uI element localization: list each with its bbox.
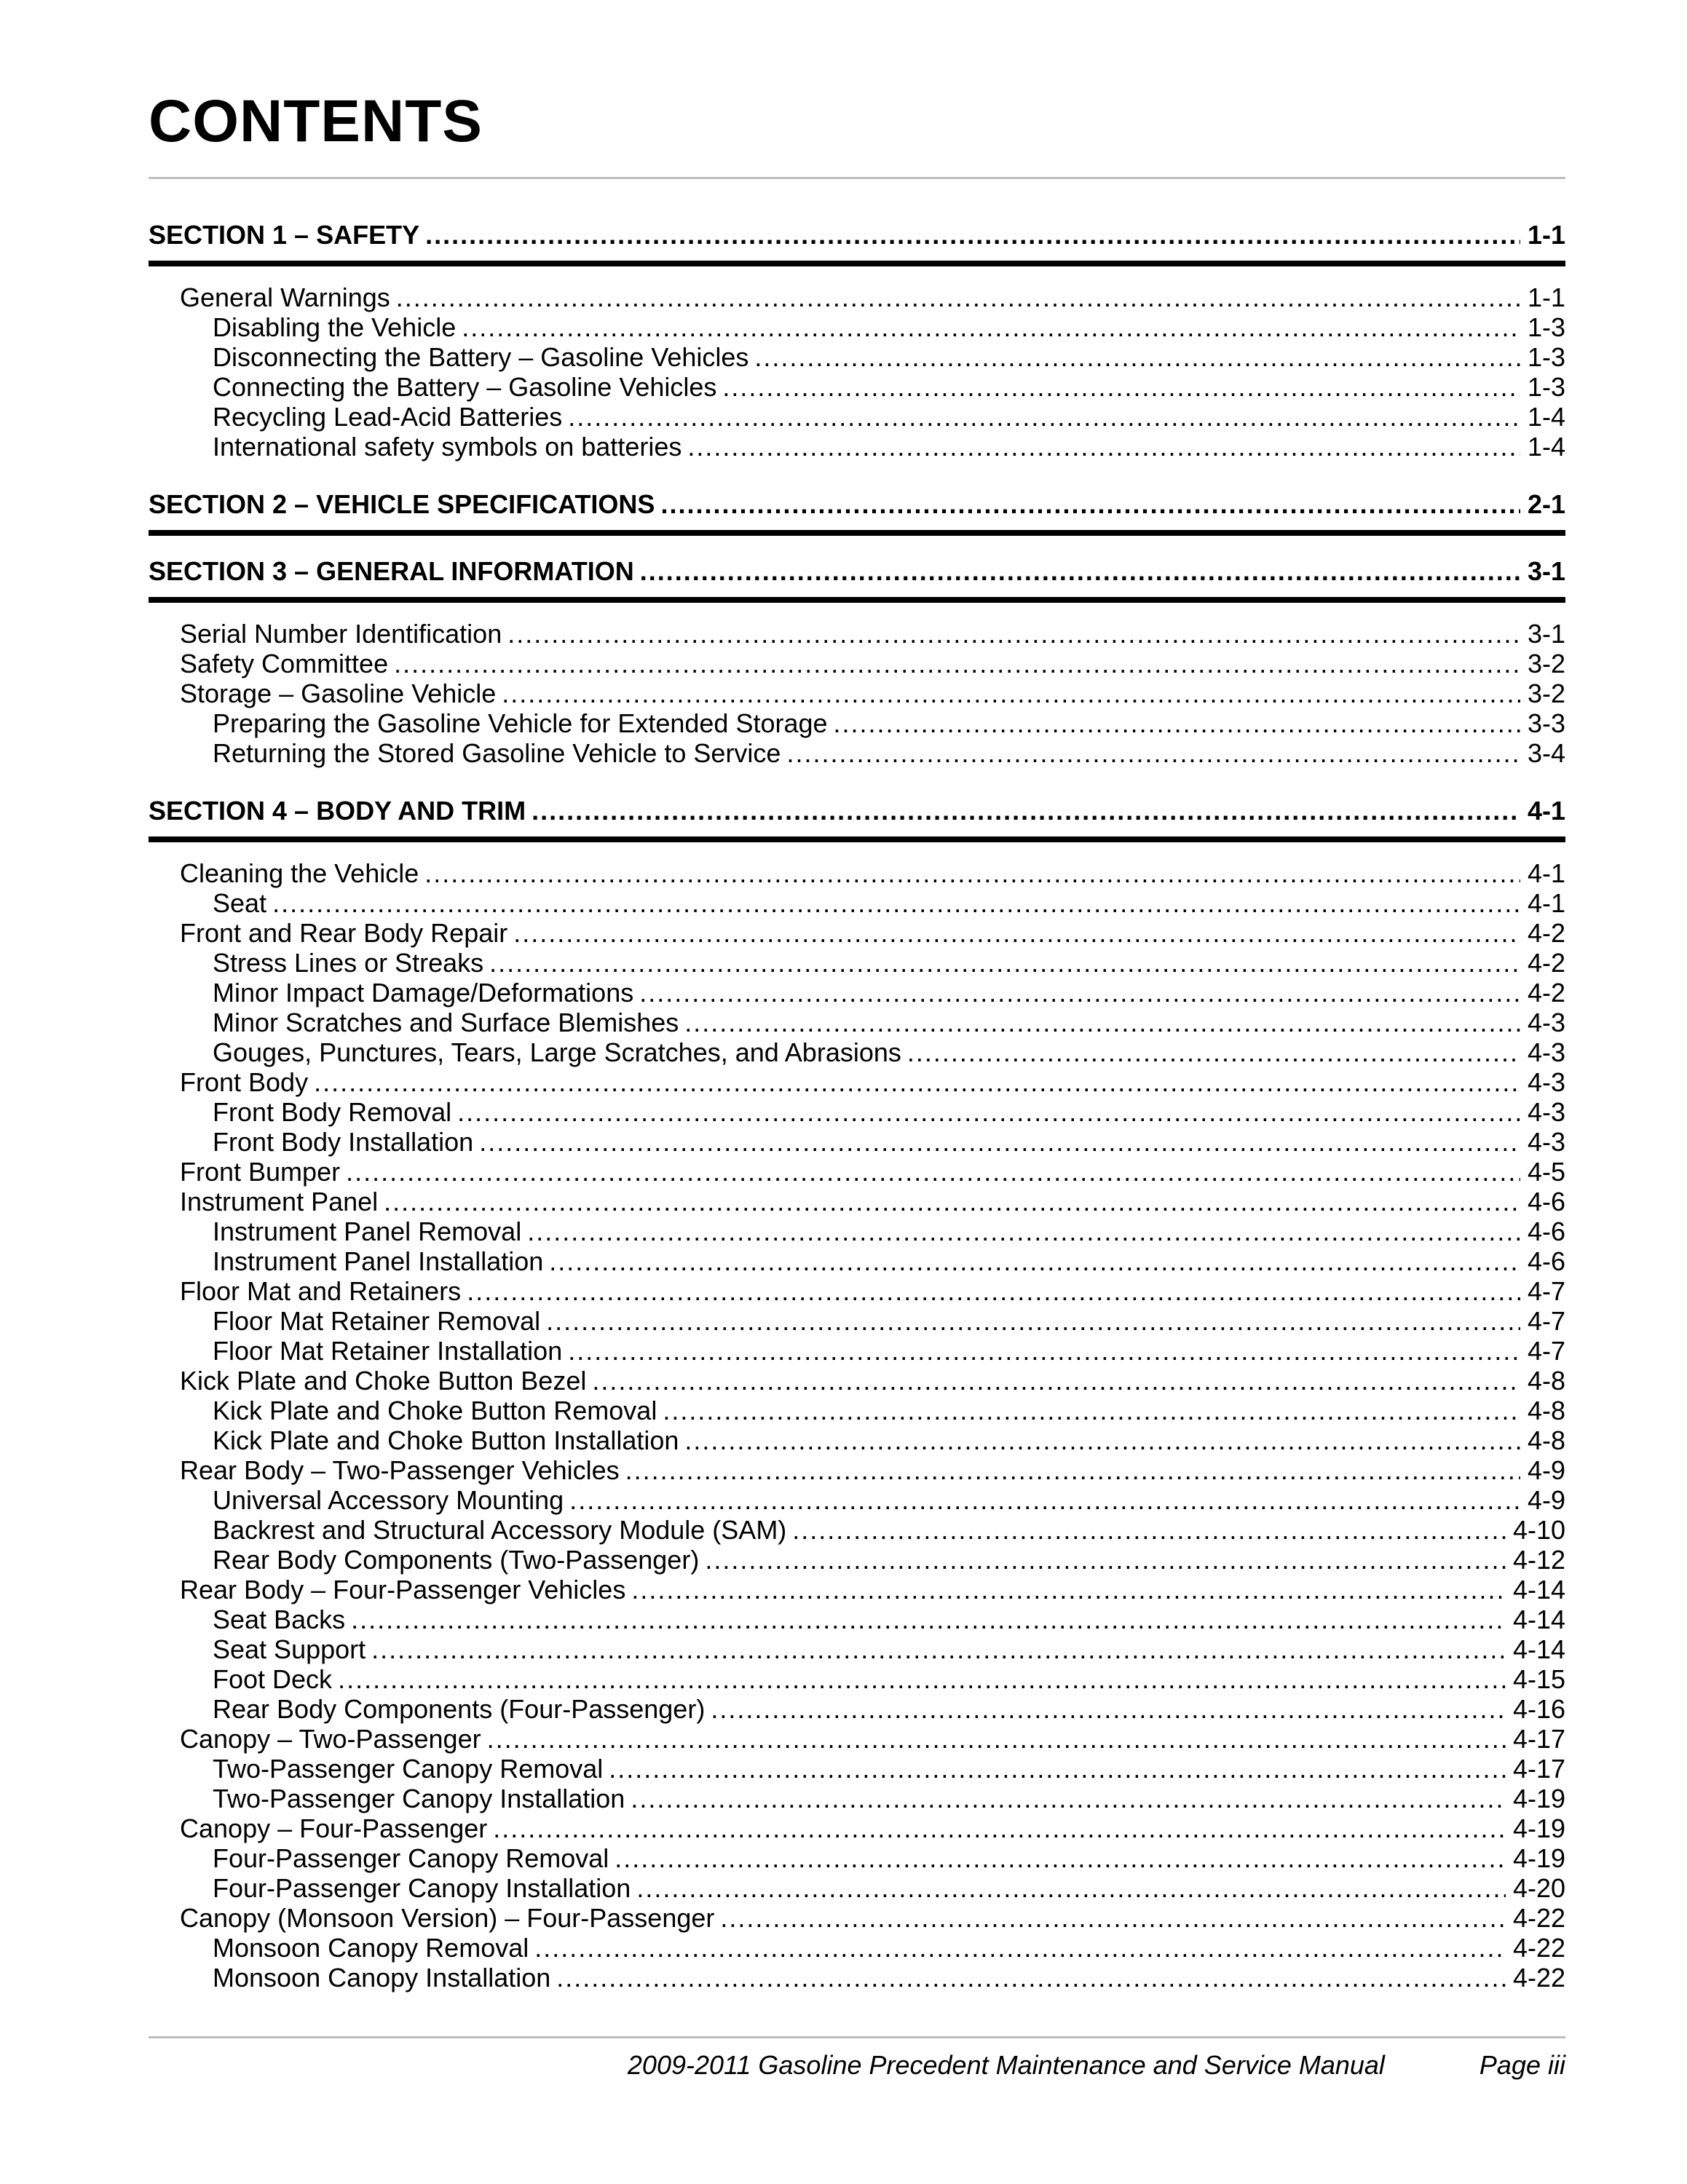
section-divider	[149, 597, 1565, 603]
toc-subentry[interactable]	[149, 1634, 1565, 1664]
toc-page-number: 4-8	[1527, 1425, 1565, 1455]
dot-leader	[568, 1336, 1520, 1366]
toc-entry-label: Instrument Panel Removal	[213, 1216, 522, 1246]
toc-page-number: 4-8	[1527, 1366, 1565, 1396]
toc-page-number: 1-1	[1527, 220, 1565, 250]
dot-leader	[631, 1784, 1506, 1813]
toc-entry[interactable]	[149, 1724, 1565, 1754]
toc-entry-label: SECTION 4 – BODY AND TRIM	[149, 796, 526, 826]
toc-entry-label: Foot Deck	[213, 1664, 333, 1694]
toc-entry-label: Seat	[213, 888, 267, 918]
toc-entry-label: Front Body	[180, 1067, 309, 1097]
toc-subentry[interactable]	[149, 1008, 1565, 1037]
toc-page-number: 3-2	[1527, 649, 1565, 678]
dot-leader	[705, 1545, 1506, 1575]
toc-subentry[interactable]	[149, 1963, 1565, 1993]
toc-page-number: 4-19	[1512, 1813, 1565, 1843]
toc-entry-label: Disabling the Vehicle	[213, 312, 457, 342]
toc-entry-label: Instrument Panel	[180, 1187, 379, 1216]
toc-page-number: 4-14	[1512, 1575, 1565, 1605]
toc-subentry[interactable]	[149, 1396, 1565, 1425]
toc-entry-label: Universal Accessory Mounting	[213, 1485, 564, 1515]
toc-entry-label: Stress Lines or Streaks	[213, 948, 484, 978]
toc-subentry[interactable]	[149, 1545, 1565, 1575]
toc-entry-label: Safety Committee	[180, 649, 389, 678]
dot-leader	[462, 312, 1520, 342]
toc-entry-label: Minor Impact Damage/Deformations	[213, 978, 634, 1008]
toc-subentry[interactable]	[149, 1784, 1565, 1813]
toc-entry-label: Cleaning the Vehicle	[180, 858, 419, 888]
toc-entry-label: Front and Rear Body Repair	[180, 918, 508, 948]
dot-leader	[371, 1634, 1506, 1664]
toc-page-number: 1-3	[1527, 342, 1565, 372]
dot-leader	[720, 1903, 1506, 1933]
dot-leader	[568, 402, 1520, 432]
table-of-contents	[149, 218, 1565, 2019]
toc-subentry[interactable]	[149, 888, 1565, 918]
toc-entry-label: Canopy (Monsoon Version) – Four-Passenger	[180, 1903, 715, 1933]
dot-leader	[684, 1425, 1520, 1455]
dot-leader	[754, 342, 1520, 372]
toc-page-number: 1-4	[1527, 402, 1565, 432]
dot-leader	[640, 555, 1520, 588]
toc-page-number: 4-7	[1527, 1276, 1565, 1306]
toc-subentry[interactable]	[149, 372, 1565, 402]
toc-subentry[interactable]	[149, 1754, 1565, 1784]
toc-subentry[interactable]	[149, 1694, 1565, 1724]
dot-leader	[711, 1694, 1506, 1724]
toc-entry-label: Kick Plate and Choke Button Removal	[213, 1396, 657, 1425]
toc-entry-label: International safety symbols on batteries	[213, 432, 682, 462]
toc-page-number: 4-7	[1527, 1306, 1565, 1336]
toc-page-number: 4-17	[1512, 1724, 1565, 1754]
toc-page-number: 4-3	[1527, 1008, 1565, 1037]
toc-page-number: 2-1	[1527, 489, 1565, 519]
toc-subentry[interactable]	[149, 1336, 1565, 1366]
dot-leader	[615, 1843, 1506, 1873]
toc-page-number: 3-3	[1527, 708, 1565, 738]
dot-leader	[493, 1813, 1506, 1843]
toc-entry[interactable]	[149, 282, 1565, 312]
toc-page-number: 1-3	[1527, 312, 1565, 342]
toc-entry[interactable]	[149, 1366, 1565, 1396]
toc-entry-label: Serial Number Identification	[180, 619, 502, 649]
toc-entry-label: Monsoon Canopy Installation	[213, 1963, 551, 1993]
toc-page-number: 4-19	[1512, 1784, 1565, 1813]
toc-subentry[interactable]	[149, 1127, 1565, 1157]
footer-page-number: Page iii	[1479, 2050, 1565, 2080]
dot-leader	[502, 678, 1520, 708]
toc-subentry[interactable]	[149, 1873, 1565, 1903]
toc-subentry[interactable]	[149, 312, 1565, 342]
toc-entry-label: Recycling Lead-Acid Batteries	[213, 402, 563, 432]
toc-entry-label: Front Bumper	[180, 1157, 341, 1187]
dot-leader	[684, 1008, 1520, 1037]
toc-entry-label: Canopy – Two-Passenger	[180, 1724, 481, 1754]
toc-section-heading[interactable]	[149, 555, 1565, 588]
toc-page-number: 4-8	[1527, 1396, 1565, 1425]
toc-subentry[interactable]	[149, 948, 1565, 978]
toc-entry-label: Four-Passenger Canopy Removal	[213, 1843, 609, 1873]
toc-page-number: 4-19	[1512, 1843, 1565, 1873]
dot-leader	[639, 978, 1520, 1008]
dot-leader	[272, 888, 1520, 918]
dot-leader	[467, 1276, 1520, 1306]
toc-entry-label: Returning the Stored Gasoline Vehicle to Service	[213, 738, 781, 768]
toc-entry[interactable]	[149, 1455, 1565, 1485]
toc-entry-label: SECTION 1 – SAFETY	[149, 220, 420, 250]
toc-page-number: 4-5	[1527, 1157, 1565, 1187]
toc-subentry[interactable]	[149, 1425, 1565, 1455]
toc-entry-label: Kick Plate and Choke Button Installation	[213, 1425, 679, 1455]
toc-page-number: 4-6	[1527, 1246, 1565, 1276]
toc-entry[interactable]	[149, 1575, 1565, 1605]
toc-entry-label: Gouges, Punctures, Tears, Large Scratches, and Abrasions	[213, 1037, 901, 1067]
toc-page-number: 1-1	[1527, 282, 1565, 312]
toc-page-number: 4-14	[1512, 1605, 1565, 1634]
toc-page-number: 3-1	[1527, 619, 1565, 649]
toc-entry-label: Floor Mat Retainer Installation	[213, 1336, 563, 1366]
page-title: CONTENTS	[149, 88, 483, 154]
toc-page-number: 1-3	[1527, 372, 1565, 402]
toc-page-number: 1-4	[1527, 432, 1565, 462]
toc-entry[interactable]	[149, 858, 1565, 888]
toc-page-number: 4-22	[1512, 1963, 1565, 1993]
toc-subentry[interactable]	[149, 1097, 1565, 1127]
toc-entry[interactable]	[149, 1067, 1565, 1097]
toc-entry-label: Seat Backs	[213, 1605, 346, 1634]
toc-page-number: 4-9	[1527, 1455, 1565, 1485]
toc-page-number: 4-1	[1527, 858, 1565, 888]
dot-leader	[338, 1664, 1506, 1694]
toc-entry-label: Disconnecting the Battery – Gasoline Vehicles	[213, 342, 749, 372]
toc-subentry[interactable]	[149, 432, 1565, 462]
toc-page-number: 3-1	[1527, 556, 1565, 586]
toc-subentry[interactable]	[149, 342, 1565, 372]
toc-section-heading[interactable]	[149, 794, 1565, 828]
toc-page-number: 4-7	[1527, 1336, 1565, 1366]
dot-leader	[722, 372, 1520, 402]
toc-section-heading[interactable]	[149, 488, 1565, 521]
dot-leader	[663, 1396, 1520, 1425]
dot-leader	[424, 858, 1520, 888]
toc-entry-label: Front Body Installation	[213, 1127, 474, 1157]
dot-leader	[489, 948, 1520, 978]
toc-subentry[interactable]	[149, 738, 1565, 768]
section-divider	[149, 530, 1565, 536]
toc-subentry[interactable]	[149, 1843, 1565, 1873]
toc-entry[interactable]	[149, 918, 1565, 948]
toc-entry-label: Monsoon Canopy Removal	[213, 1933, 529, 1963]
toc-entry[interactable]	[149, 1276, 1565, 1306]
dot-leader	[592, 1366, 1520, 1396]
toc-page-number: 4-2	[1527, 918, 1565, 948]
toc-subentry[interactable]	[149, 1605, 1565, 1634]
dot-leader	[660, 488, 1520, 521]
toc-entry-label: Rear Body Components (Four-Passenger)	[213, 1694, 706, 1724]
title-divider	[149, 177, 1565, 179]
toc-entry-label: Front Body Removal	[213, 1097, 452, 1127]
toc-entry[interactable]	[149, 619, 1565, 649]
dot-leader	[631, 1575, 1506, 1605]
toc-page-number: 4-6	[1527, 1216, 1565, 1246]
toc-subentry[interactable]	[149, 1664, 1565, 1694]
toc-entry-label: Backrest and Structural Accessory Module (SAM)	[213, 1515, 787, 1545]
toc-page-number: 4-17	[1512, 1754, 1565, 1784]
toc-page-number: 4-12	[1512, 1545, 1565, 1575]
dot-leader	[527, 1216, 1520, 1246]
toc-entry[interactable]	[149, 1813, 1565, 1843]
toc-page-number: 4-3	[1527, 1037, 1565, 1067]
toc-entry-label: General Warnings	[180, 282, 390, 312]
toc-page-number: 4-20	[1512, 1873, 1565, 1903]
dot-leader	[487, 1724, 1506, 1754]
toc-entry-label: Floor Mat Retainer Removal	[213, 1306, 541, 1336]
dot-leader	[394, 649, 1520, 678]
toc-subentry[interactable]	[149, 1515, 1565, 1545]
toc-page-number: 3-2	[1527, 678, 1565, 708]
toc-entry-label: Connecting the Battery – Gasoline Vehicles	[213, 372, 717, 402]
dot-leader	[346, 1157, 1520, 1187]
toc-subentry[interactable]	[149, 1485, 1565, 1515]
dot-leader	[834, 708, 1520, 738]
footer-manual-title: 2009-2011 Gasoline Precedent Maintenance and Service Manual	[627, 2050, 1385, 2080]
toc-entry[interactable]	[149, 678, 1565, 708]
toc-subentry[interactable]	[149, 978, 1565, 1008]
dot-leader	[549, 1246, 1520, 1276]
toc-entry-label: Rear Body – Four-Passenger Vehicles	[180, 1575, 626, 1605]
toc-subentry[interactable]	[149, 1306, 1565, 1336]
dot-leader	[513, 918, 1520, 948]
dot-leader	[532, 794, 1520, 828]
dot-leader	[396, 282, 1520, 312]
toc-entry-label: Kick Plate and Choke Button Bezel	[180, 1366, 587, 1396]
toc-page-number: 4-3	[1527, 1067, 1565, 1097]
toc-page-number: 4-22	[1512, 1903, 1565, 1933]
dot-leader	[625, 1455, 1520, 1485]
toc-subentry[interactable]	[149, 1933, 1565, 1963]
toc-entry-label: Storage – Gasoline Vehicle	[180, 678, 497, 708]
page-footer	[628, 2047, 1565, 2084]
section-divider	[149, 261, 1565, 266]
toc-page-number: 4-1	[1527, 888, 1565, 918]
toc-entry[interactable]	[149, 1187, 1565, 1216]
toc-subentry[interactable]	[149, 402, 1565, 432]
toc-page-number: 4-2	[1527, 948, 1565, 978]
toc-entry-label: Preparing the Gasoline Vehicle for Extended Storage	[213, 708, 828, 738]
toc-entry[interactable]	[149, 649, 1565, 678]
toc-subentry[interactable]	[149, 1246, 1565, 1276]
toc-page-number: 4-1	[1527, 796, 1565, 826]
toc-page-number: 4-9	[1527, 1485, 1565, 1515]
dot-leader	[569, 1485, 1520, 1515]
toc-entry-label: Instrument Panel Installation	[213, 1246, 544, 1276]
dot-leader	[314, 1067, 1520, 1097]
dot-leader	[556, 1963, 1506, 1993]
toc-page-number: 3-4	[1527, 738, 1565, 768]
section-divider	[149, 836, 1565, 842]
toc-subentry[interactable]	[149, 1216, 1565, 1246]
toc-page-number: 4-3	[1527, 1097, 1565, 1127]
toc-page-number: 4-16	[1512, 1694, 1565, 1724]
dot-leader	[534, 1933, 1506, 1963]
toc-entry-label: Rear Body – Two-Passenger Vehicles	[180, 1455, 620, 1485]
toc-page-number: 4-15	[1512, 1664, 1565, 1694]
toc-page-number: 4-6	[1527, 1187, 1565, 1216]
toc-entry-label: SECTION 2 – VEHICLE SPECIFICATIONS	[149, 489, 655, 519]
dot-leader	[479, 1127, 1520, 1157]
footer-divider	[149, 2036, 1565, 2038]
toc-entry-label: SECTION 3 – GENERAL INFORMATION	[149, 556, 634, 586]
toc-section-heading[interactable]	[149, 218, 1565, 252]
toc-page-number: 4-14	[1512, 1634, 1565, 1664]
dot-leader	[457, 1097, 1520, 1127]
toc-entry-label: Canopy – Four-Passenger	[180, 1813, 488, 1843]
dot-leader	[907, 1037, 1520, 1067]
toc-entry-label: Rear Body Components (Two-Passenger)	[213, 1545, 700, 1575]
toc-entry-label: Two-Passenger Canopy Installation	[213, 1784, 625, 1813]
toc-entry-label: Seat Support	[213, 1634, 366, 1664]
dot-leader	[636, 1873, 1506, 1903]
dot-leader	[687, 432, 1520, 462]
toc-entry[interactable]	[149, 1157, 1565, 1187]
toc-page-number: 4-22	[1512, 1933, 1565, 1963]
toc-page-number: 4-10	[1512, 1515, 1565, 1545]
dot-leader	[425, 218, 1520, 252]
toc-page-number: 4-2	[1527, 978, 1565, 1008]
toc-subentry[interactable]	[149, 1037, 1565, 1067]
dot-leader	[792, 1515, 1506, 1545]
dot-leader	[546, 1306, 1520, 1336]
toc-entry-label: Floor Mat and Retainers	[180, 1276, 462, 1306]
dot-leader	[786, 738, 1520, 768]
toc-subentry[interactable]	[149, 708, 1565, 738]
toc-entry-label: Minor Scratches and Surface Blemishes	[213, 1008, 679, 1037]
dot-leader	[351, 1605, 1506, 1634]
dot-leader	[609, 1754, 1506, 1784]
toc-entry-label: Two-Passenger Canopy Removal	[213, 1754, 604, 1784]
toc-page-number: 4-3	[1527, 1127, 1565, 1157]
dot-leader	[507, 619, 1520, 649]
toc-entry-label: Four-Passenger Canopy Installation	[213, 1873, 631, 1903]
toc-entry[interactable]	[149, 1903, 1565, 1933]
dot-leader	[384, 1187, 1520, 1216]
